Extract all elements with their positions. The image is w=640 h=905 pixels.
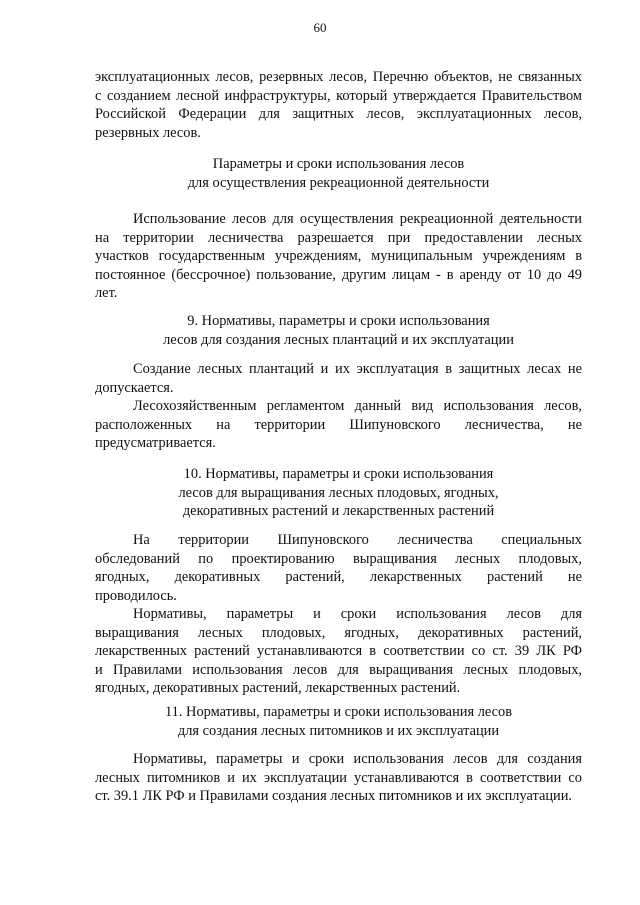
heading-line: 10. Нормативы, параметры и сроки использования [183,466,494,482]
text-line: лесных питомников и их эксплуатации устанавливаются в соответствии со [95,769,582,786]
text-line: Создание лесных плантаций и их эксплуатация в защитных лесах не [133,361,582,377]
section-10-paragraph-1 [95,531,582,605]
text-line: предусматривается. [95,435,216,452]
text-line: допускается. [95,379,174,396]
text-line: лекарственных растений устанавливаются в соответствии со ст. 39 ЛК РФ [95,643,582,660]
text-line: ст. 39.1 ЛК РФ и Правилами создания лесных питомников и их эксплуатации. [95,788,573,805]
heading-line: декоративных растений и лекарственных растений [182,503,495,520]
recreation-paragraph [95,210,582,303]
text-line: расположенных на территории Шипуновского лесничества, не [95,416,582,433]
heading-line: Параметры и сроки использования лесов [212,156,465,172]
text-line: и Правилами использования лесов для выращивания лесных плодовых, [95,661,582,678]
heading-line: лесов для создания лесных плантаций и их эксплуатации [163,331,514,348]
section-10-paragraph-2 [95,605,582,698]
text-line: обследований по проектированию выращивания лесных плодовых, [95,550,582,567]
section-10-heading [95,465,582,521]
text-line: лет. [95,285,118,302]
text-line: выращивания лесных плодовых, ягодных, декоративных растений, [95,624,582,641]
text-line: На территории Шипуновского лесничества специальных [133,532,582,548]
text-line: ягодных, декоративных растений, лекарственных растений не [95,569,582,586]
recreation-heading [95,155,582,192]
text-line: постоянное (бессрочное) пользование, другим лицам - в аренду от 10 до 49 [95,266,582,283]
text-line: Лесохозяйственным регламентом данный вид использования лесов, [133,398,582,414]
text-line: участков государственным учреждениям, муниципальным учреждениям в [95,248,582,265]
page-number: 60 [313,20,327,35]
text-line: ягодных, декоративных растений, лекарственных растений. [95,680,461,697]
heading-line: 11. Нормативы, параметры и сроки использования лесов [165,704,512,720]
section-9-paragraph-2 [95,397,582,453]
text-line: эксплуатационных лесов, резервных лесов, Перечню объектов, не связанных [95,69,582,85]
heading-line: для создания лесных питомников и их эксплуатации [177,722,500,739]
text-line: на территории лесничества разрешается при предоставлении лесных [95,229,582,246]
text-line: с созданием лесной инфраструктуры, который утверждается Правительством [95,87,582,104]
text-line: Нормативы, параметры и сроки использования лесов для создания [133,751,582,767]
heading-line: 9. Нормативы, параметры и сроки использования [187,313,490,329]
heading-line: лесов для выращивания лесных плодовых, ягодных, [178,484,499,501]
section-11-paragraph [95,750,582,806]
section-11-heading [95,703,582,740]
text-line: Использование лесов для осуществления рекреационной деятельности [133,211,582,227]
section-9-paragraph-1 [95,360,582,397]
text-line: Российской Федерации для защитных лесов, эксплуатационных лесов, [95,106,582,123]
section-9-heading [95,312,582,349]
intro-paragraph [95,68,582,142]
text-line: Нормативы, параметры и сроки использования лесов для [133,606,582,622]
text-line: резервных лесов. [95,124,201,141]
text-line: проводилось. [95,587,177,604]
heading-line: для осуществления рекреационной деятельности [187,174,490,191]
